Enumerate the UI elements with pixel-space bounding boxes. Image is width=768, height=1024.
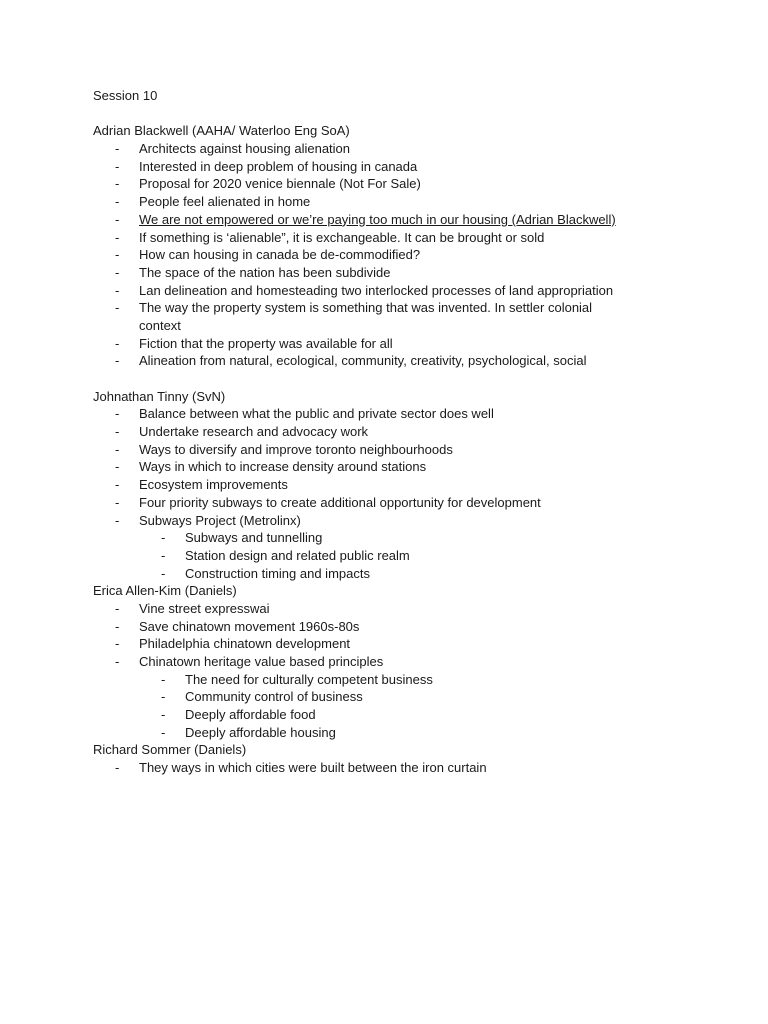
list-item-text: Balance between what the public and private sector does well xyxy=(139,406,494,422)
bullet-dash: - xyxy=(115,406,120,422)
bullet-dash: - xyxy=(161,707,166,723)
bullet-dash: - xyxy=(115,211,120,227)
sub-list-item xyxy=(93,671,713,689)
list-item xyxy=(93,441,713,459)
bullet-dash: - xyxy=(115,636,120,652)
list-item xyxy=(93,246,713,264)
list-item xyxy=(93,335,713,353)
bullet-dash: - xyxy=(161,530,166,546)
section-heading-sommer: Richard Sommer (Daniels) xyxy=(93,742,247,758)
sub-list-item xyxy=(93,565,713,583)
sub-list-item xyxy=(93,529,713,547)
list-item xyxy=(93,229,713,247)
list-item xyxy=(93,653,713,671)
list-item-text: Ways to diversify and improve toronto neighbourhoods xyxy=(139,441,453,457)
list-item xyxy=(93,264,713,282)
sub-list-item xyxy=(93,706,713,724)
sub-list-item-text: Deeply affordable housing xyxy=(185,724,336,740)
list-item-text: Save chinatown movement 1960s-80s xyxy=(139,618,360,634)
sub-list-item-text: Station design and related public realm xyxy=(185,547,410,563)
section-heading-tinny: Johnathan Tinny (SvN) xyxy=(93,388,226,404)
list-item-text: The space of the nation has been subdivide xyxy=(139,264,391,280)
bullet-dash: - xyxy=(115,194,120,210)
spacer xyxy=(93,105,713,123)
sub-list-item-text: Subways and tunnelling xyxy=(185,530,323,546)
list-item-text: Undertake research and advocacy work xyxy=(139,424,369,440)
list-item xyxy=(93,211,713,229)
bullet-dash: - xyxy=(115,229,120,245)
list-item xyxy=(93,299,713,317)
bullet-dash: - xyxy=(161,724,166,740)
list-item-text: Lan delineation and homesteading two interlocked processes of land appropriation xyxy=(139,282,614,298)
list-item-text: The way the property system is something that was invented. In settler colonial xyxy=(139,300,593,316)
bullet-dash: - xyxy=(115,512,120,528)
list-item-text: Four priority subways to create additional opportunity for development xyxy=(139,494,541,510)
bullet-dash: - xyxy=(115,353,120,369)
list-item-text: context xyxy=(139,317,181,333)
list-item xyxy=(93,282,713,300)
list-item-text: Fiction that the property was available for all xyxy=(139,335,393,351)
list-item xyxy=(93,476,713,494)
bullet-dash: - xyxy=(115,300,120,316)
sub-list-item xyxy=(93,724,713,742)
list-item-text: They ways in which cities were built between the iron curtain xyxy=(139,760,487,776)
section-heading-allen-kim: Erica Allen-Kim (Daniels) xyxy=(93,583,237,599)
bullet-dash: - xyxy=(115,654,120,669)
sub-list-item xyxy=(93,688,713,706)
bullet-dash: - xyxy=(115,459,120,475)
spacer xyxy=(93,370,713,388)
list-item xyxy=(93,618,713,636)
bullet-dash: - xyxy=(115,424,120,440)
list-item-text: If something is ‘alienable”, it is exchangeable. It can be brought or sold xyxy=(139,229,545,245)
list-item xyxy=(93,175,713,193)
document-body xyxy=(93,87,713,777)
list-item xyxy=(93,158,713,176)
bullet-dash: - xyxy=(115,158,120,174)
list-item xyxy=(93,423,713,441)
list-item xyxy=(93,405,713,423)
list-item xyxy=(93,759,713,777)
bullet-dash: - xyxy=(115,600,120,616)
sub-list-item xyxy=(93,547,713,565)
bullet-dash: - xyxy=(161,671,166,687)
bullet-dash: - xyxy=(161,689,166,705)
bullet-dash: - xyxy=(115,264,120,280)
bullet-dash: - xyxy=(115,335,120,351)
list-item-text: Subways Project (Metrolinx) xyxy=(139,512,301,528)
list-item-text: Philadelphia chinatown development xyxy=(139,636,351,652)
list-item-text: Architects against housing alienation xyxy=(139,141,351,157)
list-item-text: Interested in deep problem of housing in canada xyxy=(139,158,418,174)
bullet-dash: - xyxy=(115,441,120,457)
bullet-dash: - xyxy=(115,618,120,634)
list-item-text: Chinatown heritage value based principles xyxy=(139,654,384,669)
list-item xyxy=(93,512,713,530)
list-item-text: Ways in which to increase density around stations xyxy=(139,459,427,475)
list-item-text-underlined: We are not empowered or we’re paying too much in our housing (Adrian Blackwell) xyxy=(139,211,616,227)
list-item-text: Ecosystem improvements xyxy=(139,477,288,493)
sub-list-item-text: Construction timing and impacts xyxy=(185,565,370,581)
list-item xyxy=(93,494,713,512)
bullet-dash: - xyxy=(115,494,120,510)
list-item xyxy=(93,352,713,370)
sub-list-item-text: The need for culturally competent business xyxy=(185,671,433,687)
list-item xyxy=(93,140,713,158)
bullet-dash: - xyxy=(115,760,120,776)
bullet-dash: - xyxy=(161,547,166,563)
list-item-text: Vine street expresswai xyxy=(139,600,270,616)
list-item xyxy=(93,635,713,653)
list-item xyxy=(93,458,713,476)
list-item-text: Proposal for 2020 venice biennale (Not For Sale) xyxy=(139,176,421,192)
bullet-dash: - xyxy=(115,176,120,192)
section-heading-blackwell: Adrian Blackwell (AAHA/ Waterloo Eng SoA) xyxy=(93,123,350,139)
bullet-dash: - xyxy=(115,282,120,298)
list-item xyxy=(93,600,713,618)
sub-list-item-text: Deeply affordable food xyxy=(185,707,316,723)
list-item xyxy=(93,193,713,211)
list-item-text: Alineation from natural, ecological, community, creativity, psychological, social xyxy=(139,353,587,369)
session-title: Session 10 xyxy=(93,88,158,103)
list-item-continuation xyxy=(93,317,713,335)
list-item-text: How can housing in canada be de-commodified? xyxy=(139,247,421,263)
sub-list-item-text: Community control of business xyxy=(185,689,363,705)
list-item-text: People feel alienated in home xyxy=(139,194,311,210)
bullet-dash: - xyxy=(115,247,120,263)
bullet-dash: - xyxy=(115,477,120,493)
bullet-dash: - xyxy=(115,141,120,157)
bullet-dash: - xyxy=(161,565,166,581)
